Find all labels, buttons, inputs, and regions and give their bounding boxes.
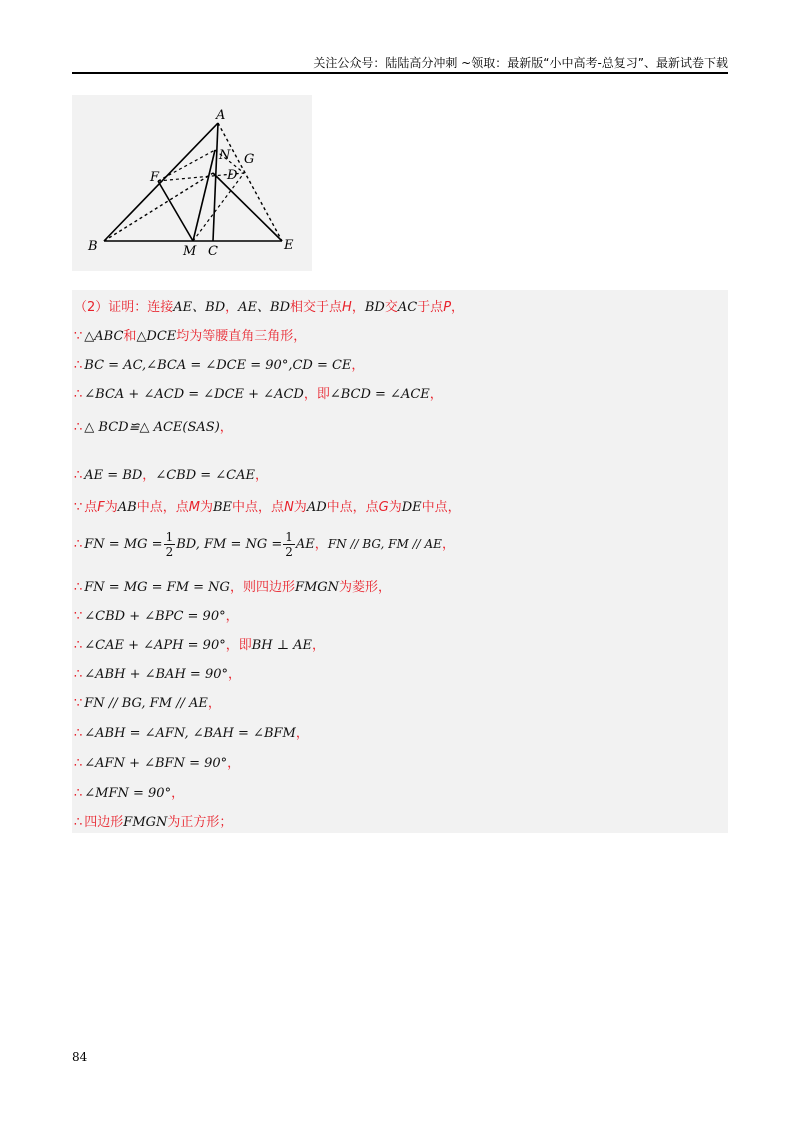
- label-A: A: [216, 108, 226, 123]
- proof-line-16: ∴ ∠MFN = 90°，: [74, 786, 185, 801]
- segment-AB: [104, 123, 218, 241]
- proof-line-10: ∵ ∠CBD + ∠BPC = 90°，: [74, 609, 239, 624]
- segment-DE: [213, 173, 282, 241]
- label-B: B: [88, 239, 98, 254]
- proof-line-6: ∴ AE = BD，∠CBD = ∠CAE，: [74, 468, 269, 483]
- geometry-diagram: [72, 95, 312, 271]
- proof-content: [72, 290, 728, 833]
- proof-line-14: ∴ ∠ABH = ∠AFN, ∠BAH = ∠BFM，: [74, 726, 309, 741]
- fraction-one-half: $\frac{1}{2}$: [165, 530, 174, 559]
- segment-MN: [193, 150, 215, 241]
- segment-AC: [213, 123, 218, 241]
- proof-line-9: ∴ FN = MG = FM = NG，则四边形FMGN为菱形，: [74, 580, 392, 595]
- proof-line-8: ∴ FN = MG = $\frac{1}{2}$ BD, FM = NG = $\frac{1}{2}$ AE，FN // BG, FM // AE，: [74, 530, 455, 559]
- fraction-one-half: $\frac{1}{2}$: [285, 530, 293, 559]
- header-text: 关注公众号：陆陆高分冲刺 ~领取：最新版“小中高考-总复习”、最新试卷下载: [313, 56, 728, 70]
- label-N: N: [219, 148, 231, 163]
- label-M: M: [183, 244, 197, 259]
- label-F: F: [150, 170, 160, 185]
- proof-line-4: ∴ ∠BCA + ∠ACD = ∠DCE + ∠ACD，即∠BCD = ∠ACE，: [74, 387, 443, 402]
- proof-line-3: ∴ BC = AC,∠BCA = ∠DCE = 90°,CD = CE，: [74, 358, 365, 373]
- label-C: C: [208, 244, 218, 259]
- segment-FM: [158, 181, 193, 241]
- page-number: 84: [72, 1050, 88, 1064]
- proof-line-1: （2）证明：连接AE、BD，AE、BD相交于点H，BD交AC于点P，: [74, 300, 465, 315]
- proof-line-13: ∵ FN // BG, FM // AE，: [74, 696, 221, 711]
- label-G: G: [244, 152, 255, 167]
- page-header: [72, 50, 728, 74]
- proof-line-5: ∴ △ BCD≌△ ACE(SAS)，: [74, 420, 233, 435]
- proof-line-11: ∴ ∠CAE + ∠APH = 90°，即BH ⊥ AE，: [74, 638, 326, 653]
- geometry-figure: [72, 95, 312, 271]
- label-E: E: [284, 238, 294, 253]
- proof-line-17: ∴ 四边形FMGN为正方形；: [74, 815, 233, 830]
- proof-line-15: ∴ ∠AFN + ∠BFN = 90°，: [74, 756, 241, 771]
- proof-line-12: ∴ ∠ABH + ∠BAH = 90°，: [74, 667, 241, 682]
- label-D: D: [227, 168, 238, 183]
- proof-line-7: ∵ 点F为AB中点，点M为BE中点，点N为AD中点，点G为DE中点，: [74, 500, 461, 515]
- proof-line-2: ∵ △ABC和△DCE均为等腰直角三角形，: [74, 329, 307, 344]
